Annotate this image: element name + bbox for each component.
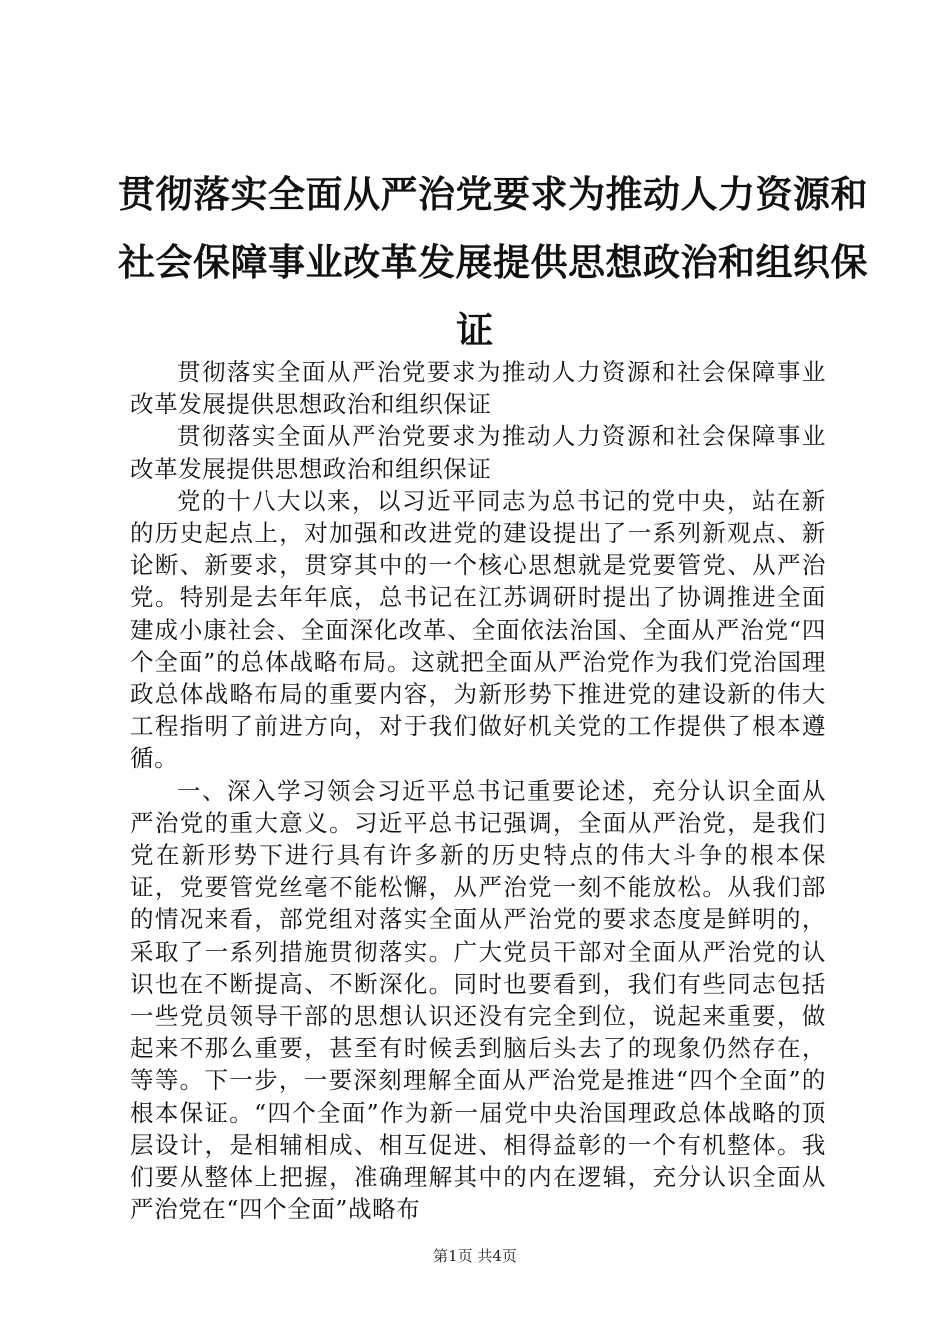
body-paragraph: 贯彻落实全面从严治党要求为推动人力资源和社会保障事业改革发展提供思想政治和组织保证 — [130, 422, 826, 483]
title-line: 社会保障事业改革发展提供思想政治和组织保 — [118, 240, 868, 284]
title-line: 贯彻落实全面从严治党要求为推动人力资源和 — [118, 172, 868, 216]
document-body — [130, 356, 826, 1225]
body-paragraph: 一、深入学习领会习近平总书记重要论述，充分认识全面从严治党的重大意义。习近平总书记强调，全面从严治党，是我们党在新形势下进行具有许多新的历史特点的伟大斗争的根本保证，党要管党丝毫不能松懈，从严治党一刻不能放松。从我们部的情况来看，部党组对落实全面从严治党的要求态度是鲜明的，采取了一系列措施贯彻落实。广大党员干部对全面从严治党的认识也在不断提高、不断深化。同时也要看到，我们有些同志包括一些党员领导干部的思想认识还没有完全到位，说起来重要，做起来不那么重要，甚至有时候丢到脑后头去了的现象仍然存在，等等。下一步，一要深刻理解全面从严治党是推进“四个全面”的根本保证。“四个全面”作为新一届党中央治国理政总体战略的顶层设计，是相辅相成、相互促进、相得益彰的一个有机整体。我们要从整体上把握，准确理解其中的内在逻辑，充分认识全面从严治党在“四个全面”战略布 — [130, 776, 826, 1224]
page-number-footer: 第1页 共4页 — [433, 1247, 517, 1265]
title-line: 证 — [456, 308, 494, 352]
body-paragraph: 贯彻落实全面从严治党要求为推动人力资源和社会保障事业改革发展提供思想政治和组织保证 — [130, 358, 826, 419]
body-paragraph: 党的十八大以来，以习近平同志为总书记的党中央，站在新的历史起点上，对加强和改进党的建设提出了一系列新观点、新论断、新要求，贯穿其中的一个核心思想就是党要管党、从严治党。特别是去年年底，总书记在江苏调研时提出了协调推进全面建成小康社会、全面深化改革、全面依法治国、全面从严治党“四个全面”的总体战略布局。这就把全面从严治党作为我们党治国理政总体战略布局的重要内容，为新形势下推进党的建设新的伟大工程指明了前进方向，对于我们做好机关党的工作提供了根本遵循。 — [130, 486, 826, 773]
document-title — [118, 160, 868, 364]
